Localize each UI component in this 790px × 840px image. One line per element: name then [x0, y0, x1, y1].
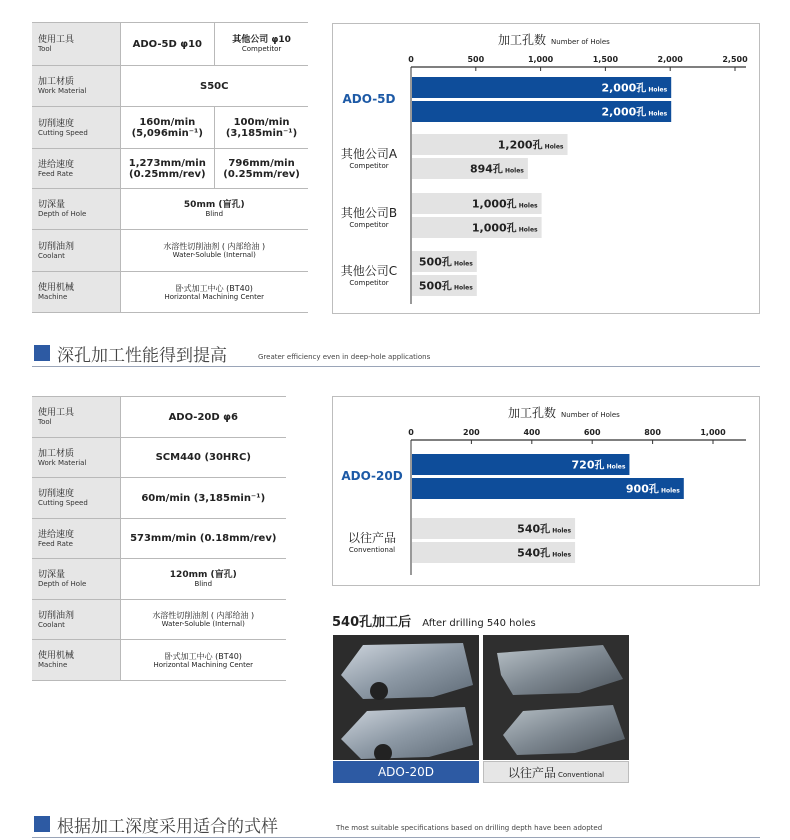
x-tick-label: 200 — [463, 428, 480, 437]
bar-value-label: 720孔 Holes — [571, 458, 626, 472]
x-tick-label: 1,500 — [592, 55, 619, 64]
chart-title: 加工孔数 Number of Holes — [508, 406, 620, 420]
section-heading-specifications — [32, 812, 760, 838]
bar-value-label: 900孔 Holes — [625, 482, 680, 496]
row-label: 切削速度 Cutting Speed — [32, 107, 120, 149]
spec-table-ado-5d — [32, 22, 308, 313]
table-row — [32, 640, 286, 681]
category-sublabel: Competitor — [349, 279, 389, 287]
spec-table-ado-20d — [32, 396, 286, 681]
chart-title: 加工孔数 Number of Holes — [498, 33, 610, 47]
section-title: 深孔加工性能得到提高 — [57, 346, 227, 366]
cutting-speed-ado: 160m/min (5,096min⁻¹) — [120, 107, 215, 149]
category-label: 其他公司B — [340, 206, 398, 220]
bar-value-label: 500孔 Holes — [418, 279, 473, 293]
cutting-speed-value: 60m/min (3,185min⁻¹) — [120, 478, 286, 519]
category-sublabel: Competitor — [349, 162, 389, 170]
machine-value: 卧式加工中心 (BT40) Horizontal Machining Center — [120, 640, 286, 681]
tool-value: ADO-20D φ6 — [120, 397, 286, 438]
category-label: 其他公司C — [340, 264, 398, 278]
x-tick-label: 0 — [408, 55, 414, 64]
x-tick-label: 1,000 — [700, 428, 726, 437]
bar-value-label: 540孔 Holes — [517, 522, 572, 536]
row-label: 切深量 Depth of Hole — [32, 189, 120, 230]
holes-chart-1 — [333, 24, 761, 315]
tool-ado-5d: ADO-5D φ10 — [120, 23, 215, 66]
tool-competitor: 其他公司 φ10 Competitor — [215, 23, 308, 66]
depth-value: 120mm (盲孔) Blind — [120, 559, 286, 600]
x-tick-label: 2,000 — [657, 55, 683, 64]
bar-value-label: 2,000孔 Holes — [601, 81, 668, 95]
table-row — [32, 66, 308, 107]
depth-value: 50mm (盲孔) Blind — [120, 189, 308, 230]
category-label: ADO-5D — [342, 92, 396, 106]
row-label: 加工材质 Work Material — [32, 438, 120, 478]
feed-rate-competitor: 796mm/min (0.25mm/rev) — [215, 149, 308, 189]
chart-panel-holes-ado-5d — [332, 23, 760, 314]
section-subtitle: Greater efficiency even in deep-hole applications — [258, 353, 431, 361]
category-sublabel: Conventional — [348, 546, 396, 554]
section-square-icon — [34, 345, 50, 361]
row-label: 切削油剂 Coolant — [32, 600, 120, 640]
caption-conventional: 以往产品 Conventional — [483, 761, 629, 783]
category-label: ADO-20D — [341, 469, 403, 483]
row-label: 使用机械 Machine — [32, 640, 120, 681]
table-row — [32, 600, 286, 640]
bar-value-label: 540孔 Holes — [517, 546, 572, 560]
row-label: 切削速度 Cutting Speed — [32, 478, 120, 519]
table-row — [32, 272, 308, 313]
drill-wear-photo-conventional — [483, 635, 629, 760]
row-label: 使用工具 Tool — [32, 397, 120, 438]
row-label: 进给速度 Feed Rate — [32, 519, 120, 559]
coolant-value: 水溶性切削油剂 ( 内部给油 ) Water-Soluble (Internal) — [120, 600, 286, 640]
drill-tip-image — [483, 635, 629, 760]
table-row — [32, 230, 308, 272]
category-label: 其他公司A — [340, 147, 398, 161]
feed-rate-ado: 1,273mm/min (0.25mm/rev) — [120, 149, 215, 189]
table-row — [32, 107, 308, 149]
row-label: 切深量 Depth of Hole — [32, 559, 120, 600]
row-label: 使用机械 Machine — [32, 272, 120, 313]
category-label: 以往产品 — [347, 531, 397, 545]
work-material-value: SCM440 (30HRC) — [120, 438, 286, 478]
drill-wear-photo-ado-20d — [333, 635, 479, 760]
holes-chart-2 — [333, 397, 761, 587]
section-subtitle: The most suitable specifications based on drilling depth have been adopted — [336, 824, 603, 832]
table-row — [32, 149, 308, 189]
work-material-value: S50C — [120, 66, 308, 107]
table-row — [32, 559, 286, 600]
chart-panel-holes-ado-20d — [332, 396, 760, 586]
row-label: 切削油剂 Coolant — [32, 230, 120, 272]
photo-block-title: 540孔加工后 After drilling 540 holes — [332, 615, 536, 630]
bar-value-label: 1,200孔 Holes — [497, 138, 564, 152]
section-square-icon — [34, 816, 50, 832]
feed-rate-value: 573mm/min (0.18mm/rev) — [120, 519, 286, 559]
machine-value: 卧式加工中心 (BT40) Horizontal Machining Center — [120, 272, 308, 313]
row-label: 加工材质 Work Material — [32, 66, 120, 107]
table-row — [32, 23, 308, 66]
row-label: 进给速度 Feed Rate — [32, 149, 120, 189]
x-tick-label: 2,500 — [722, 55, 748, 64]
section-title: 根据加工深度采用适合的式样 — [57, 817, 278, 837]
coolant-value: 水溶性切削油剂 ( 内部给油 ) Water-Soluble (Internal) — [120, 230, 308, 272]
drill-tip-image — [333, 635, 479, 760]
table-row — [32, 519, 286, 559]
x-tick-label: 400 — [523, 428, 541, 437]
bar-value-label: 1,000孔 Holes — [471, 197, 538, 211]
x-tick-label: 600 — [583, 428, 601, 437]
bar-value-label: 894孔 Holes — [469, 162, 524, 176]
bar-value-label: 2,000孔 Holes — [601, 105, 668, 119]
x-tick-label: 800 — [644, 428, 661, 437]
table-row — [32, 189, 308, 230]
cutting-speed-competitor: 100m/min (3,185min⁻¹) — [215, 107, 308, 149]
bar-value-label: 1,000孔 Holes — [471, 221, 538, 235]
table-row — [32, 397, 286, 438]
caption-ado-20d: ADO-20D — [333, 761, 479, 783]
x-tick-label: 1,000 — [527, 55, 554, 64]
section-heading-deep-hole — [32, 341, 760, 367]
x-tick-label: 500 — [467, 55, 485, 64]
table-row — [32, 478, 286, 519]
bar-value-label: 500孔 Holes — [418, 255, 473, 269]
table-row — [32, 438, 286, 478]
x-tick-label: 0 — [408, 428, 414, 437]
row-label: 使用工具 Tool — [32, 23, 120, 66]
category-sublabel: Competitor — [349, 221, 389, 229]
